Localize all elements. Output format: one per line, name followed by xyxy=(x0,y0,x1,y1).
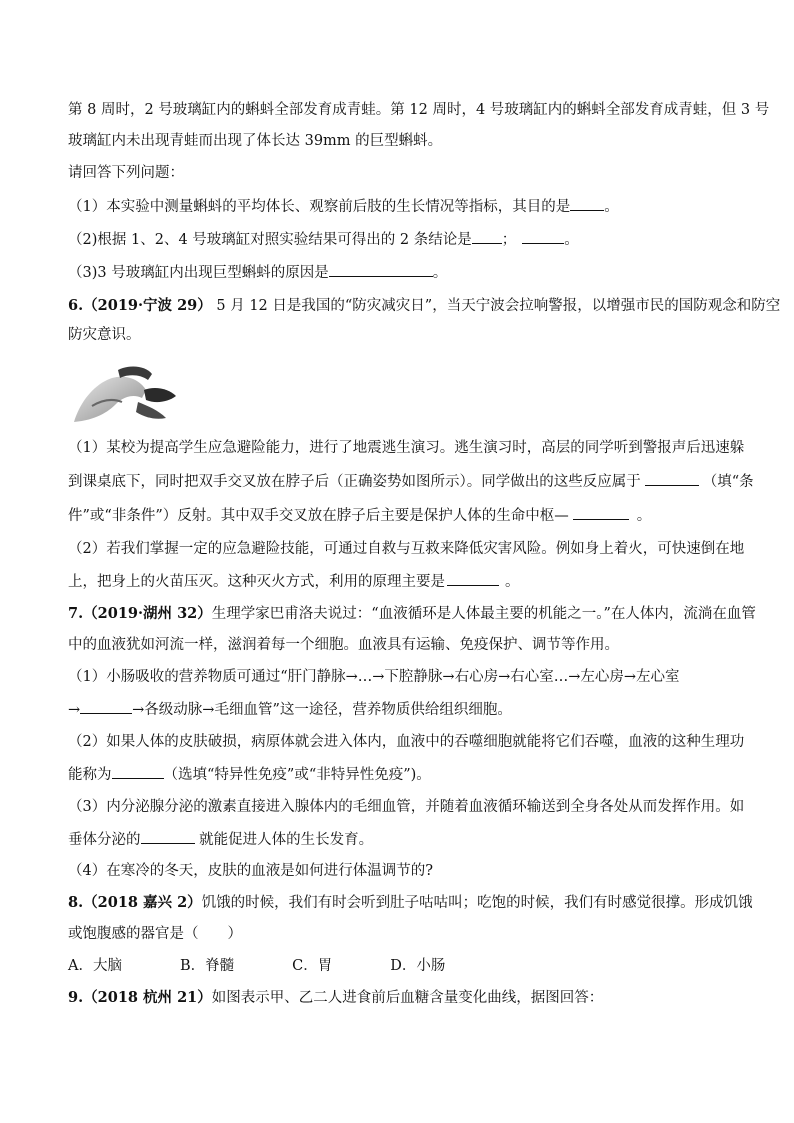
text-line: 请回答下列问题： xyxy=(68,165,184,181)
question-number: 7.（2019·湖州 32） xyxy=(68,605,212,622)
sub-question xyxy=(68,829,373,850)
sub-question xyxy=(68,505,651,526)
sub-question xyxy=(68,262,447,283)
answer-blank[interactable] xyxy=(472,229,502,244)
answer-blank[interactable] xyxy=(573,505,629,520)
text: （3)3 号玻璃缸内出现巨型蝌蚪的原因是 xyxy=(68,265,329,281)
answer-blank[interactable] xyxy=(329,262,433,277)
sub-question xyxy=(68,764,431,785)
text: →各级动脉→毛细血管”这一途径，营养物质供给组织细胞。 xyxy=(132,702,512,718)
text: 。 xyxy=(604,199,619,215)
text: （填“条 xyxy=(702,474,754,490)
text: （选填“特异性免疫”或“非特异性免疫”)。 xyxy=(163,767,431,783)
answer-blank[interactable] xyxy=(141,829,195,844)
sub-question xyxy=(68,699,512,720)
answer-blank[interactable] xyxy=(112,764,164,779)
text-line: （2）若我们掌握一定的应急避险技能，可通过自救与互救来降低灾害风险。例如身上着火，可快速倒在地 xyxy=(68,541,745,557)
answer-blank[interactable] xyxy=(570,196,604,211)
sub-question xyxy=(68,571,520,592)
text: （1）本实验中测量蝌蚪的平均体长、观察前后肢的生长情况等指标，其目的是 xyxy=(68,199,571,215)
text: 就能促进人体的生长发育。 xyxy=(194,832,374,848)
text: 饥饿的时候，我们有时会听到肚子咕咕叫；吃饱的时候，我们有时感觉很撑。形成饥饿 xyxy=(201,895,753,911)
question-7 xyxy=(68,604,756,624)
answer-blank[interactable] xyxy=(645,471,699,486)
text: 如图表示甲、乙二人进食前后血糖含量变化曲线，据图回答： xyxy=(211,990,604,1006)
text-line: （4）在寒冷的冬天，皮肤的血液是如何进行体温调节的? xyxy=(68,863,433,879)
sub-question xyxy=(68,471,754,492)
answer-blank[interactable] xyxy=(80,699,132,714)
text-line: （2）如果人体的皮肤破损，病原体就会进入体内，血液中的吞噬细胞就能将它们吞噬，血液的这种生理功 xyxy=(68,734,745,750)
text: ； xyxy=(501,232,517,248)
sub-question xyxy=(68,229,579,250)
text: 到课桌底下，同时把双手交叉放在脖子后（正确姿势如图所示）。同学做出的这些反应属于 xyxy=(68,474,641,490)
question-number: 8.（2018 嘉兴 2） xyxy=(68,894,202,911)
answer-blank[interactable] xyxy=(522,229,564,244)
question-6 xyxy=(68,296,780,316)
text: 。 xyxy=(432,265,448,281)
text: 垂体分泌的 xyxy=(68,832,141,848)
question-9 xyxy=(68,988,603,1008)
text: 生理学家巴甫洛夫说过：“血液循环是人体最主要的机能之一。”在人体内，流淌在血管 xyxy=(211,606,756,622)
answer-blank[interactable] xyxy=(447,571,499,586)
text-line: （1）小肠吸收的营养物质可通过“肝门静脉→…→下腔静脉→右心房→右心室…→左心房→左心室 xyxy=(68,669,680,685)
text: 。 xyxy=(636,508,652,524)
text-line: （1）某校为提高学生应急避险能力，进行了地震逃生演习。逃生演习时，高层的同学听到警报声后迅速躲 xyxy=(68,440,745,456)
text-line: 或饱腹感的器官是（ ） xyxy=(68,926,242,942)
question-number: 6.（2019·宁波 29） xyxy=(68,297,212,314)
text: 。 xyxy=(564,232,579,248)
text: → xyxy=(68,702,81,718)
text: 能称为 xyxy=(68,767,112,783)
text: 5 月 12 日是我国的“防灾减灾日”，当天宁波会拉响警报，以增强市民的国防观念和防空 xyxy=(211,298,781,314)
question-number: 9.（2018 杭州 21） xyxy=(68,989,212,1006)
text: （2)根据 1、2、4 号玻璃缸对照实验结果可得出的 2 条结论是 xyxy=(68,232,472,248)
evacuation-posture-image xyxy=(72,362,182,424)
text: 上，把身上的火苗压灭。这种灭火方式，利用的原理主要是 xyxy=(68,574,445,590)
text-line: 第 8 周时，2 号玻璃缸内的蝌蚪全部发育成青蛙。第 12 周时，4 号玻璃缸内的蝌蚪全部发育成青蛙，但 3 号 xyxy=(68,102,770,118)
text-line: 防灾意识。 xyxy=(68,327,141,343)
text: 。 xyxy=(505,574,520,590)
answer-options: A．大脑 B．脊髓 C．胃 D．小肠 xyxy=(68,958,446,974)
question-8 xyxy=(68,893,753,913)
text-line: 中的血液犹如河流一样，滋润着每一个细胞。血液具有运输、免疫保护、调节等作用。 xyxy=(68,637,619,653)
text-line: （3）内分泌腺分泌的激素直接进入腺体内的毛细血管，并随着血液循环输送到全身各处从而发挥作用。如 xyxy=(68,799,745,815)
text-line: 玻璃缸内未出现青蛙而出现了体长达 39mm 的巨型蝌蚪。 xyxy=(68,133,443,149)
sub-question xyxy=(68,196,619,217)
text: 件”或“非条件”）反射。其中双手交叉放在脖子后主要是保护人体的生命中枢— xyxy=(68,508,569,524)
